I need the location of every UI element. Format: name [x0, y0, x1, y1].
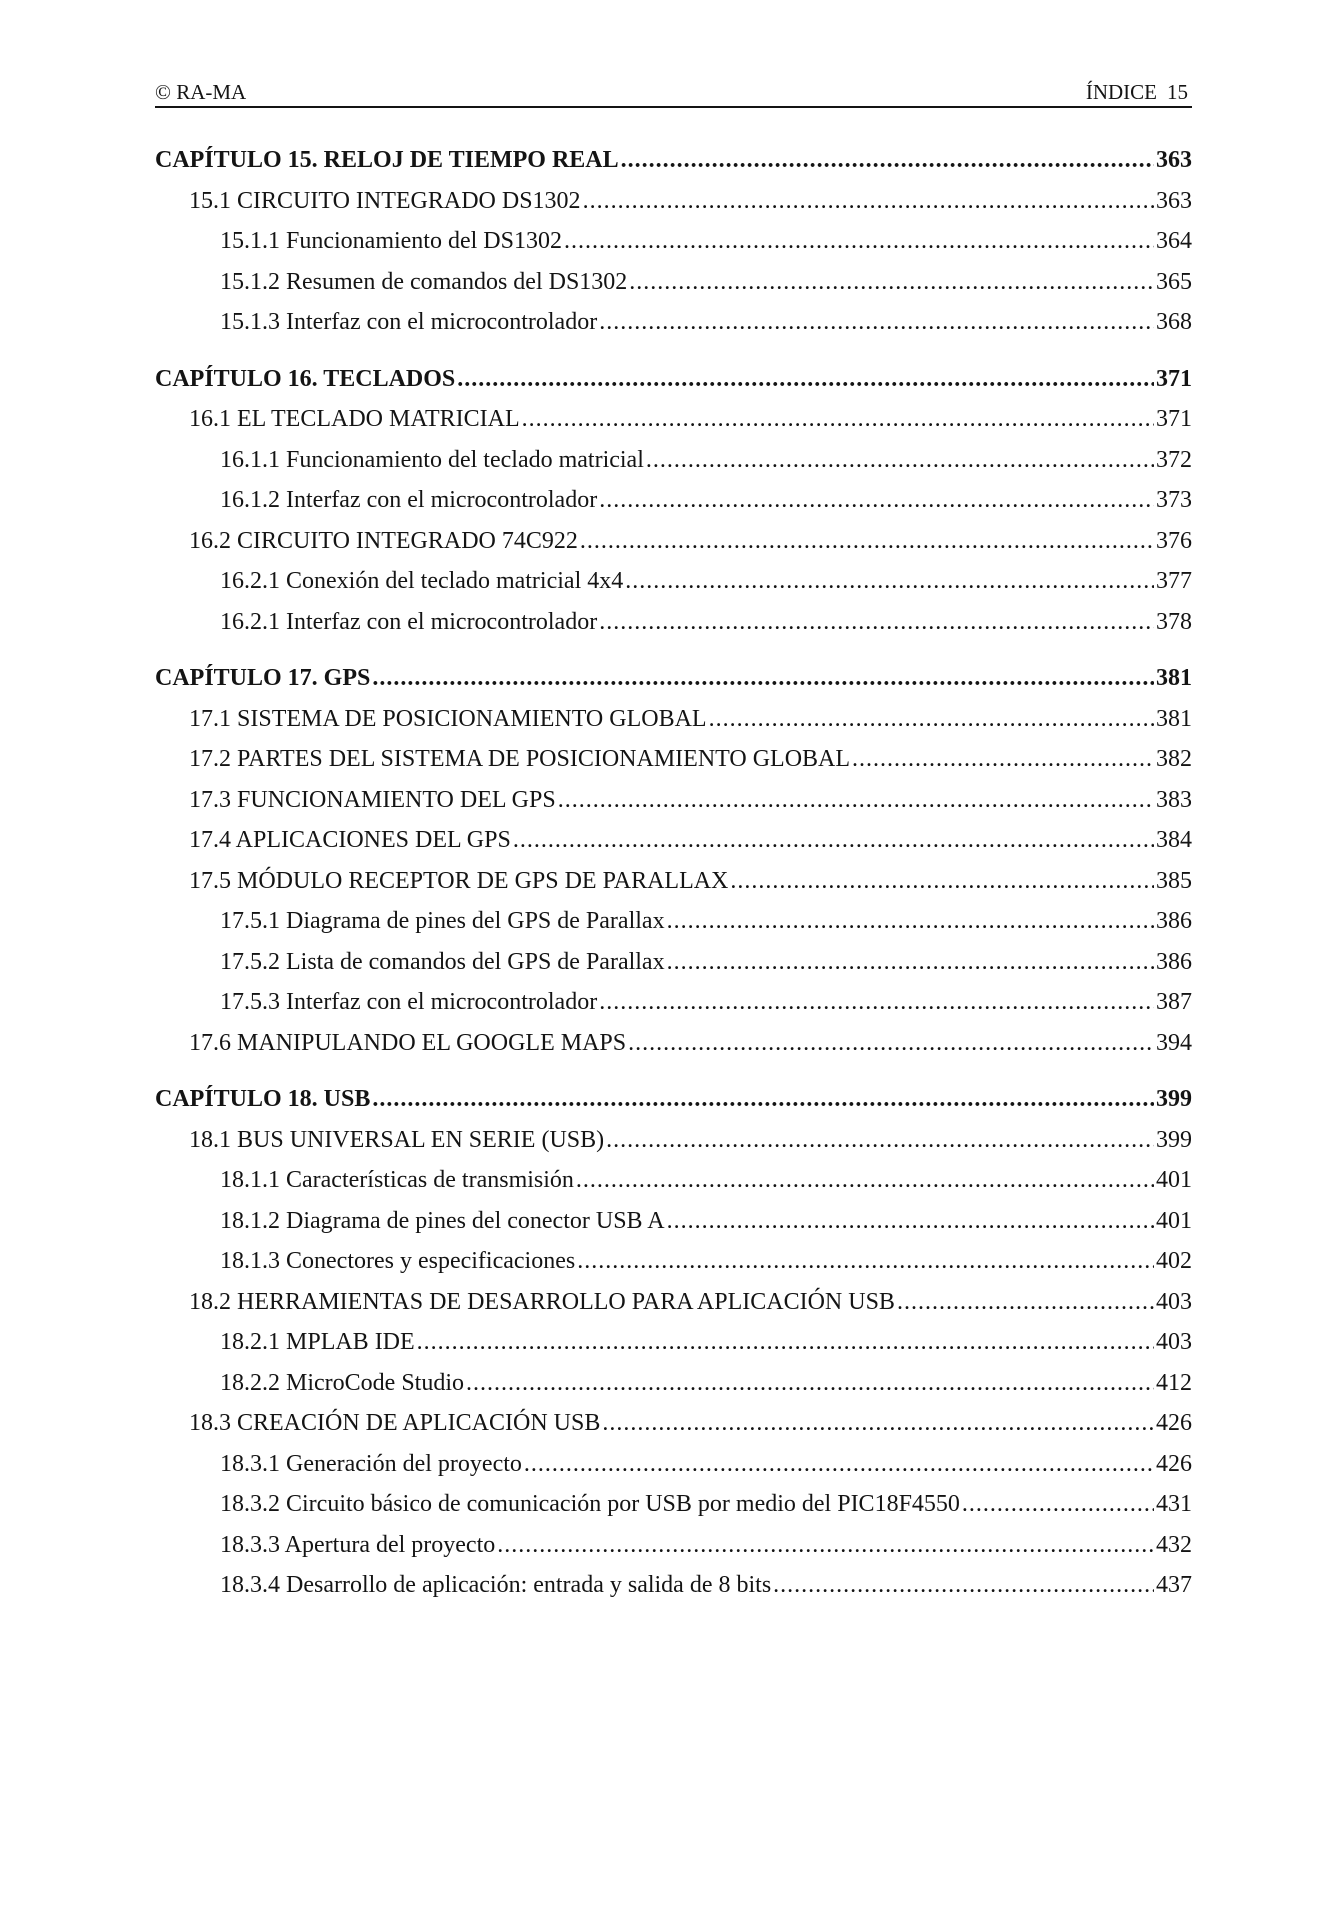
- toc-entry-page: 401: [1156, 1167, 1192, 1193]
- toc-entry-page: 363: [1156, 147, 1192, 173]
- toc-entry-page: 373: [1156, 487, 1192, 513]
- toc-section-entry: [155, 820, 1192, 861]
- toc-entry-page: 378: [1156, 608, 1192, 635]
- toc-entry-page: 412: [1156, 1369, 1192, 1396]
- toc-entry-page: 365: [1156, 268, 1192, 295]
- toc-entry-title: 18.2.2 MicroCode Studio: [220, 1369, 464, 1396]
- toc-entry-title: 18.3.2 Circuito básico de comunicación por USB por medio del PIC18F4550: [220, 1491, 960, 1517]
- dot-leader: [599, 982, 1154, 1023]
- toc-section-entry: [155, 399, 1192, 440]
- toc-entry-page: 399: [1156, 1126, 1192, 1153]
- publisher-mark: © RA-MA: [155, 80, 247, 104]
- toc-chapter-heading: [155, 658, 1192, 699]
- dot-leader: [524, 1444, 1154, 1485]
- dot-leader: [709, 699, 1154, 740]
- dot-leader: [667, 901, 1154, 942]
- toc-entry-title: 18.1.3 Conectores y especificaciones: [220, 1248, 576, 1274]
- toc-entry-page: 381: [1156, 705, 1192, 732]
- toc-entry-page: 426: [1156, 1450, 1192, 1477]
- dot-leader: [372, 658, 1154, 699]
- toc-entry-page: 371: [1156, 406, 1192, 432]
- toc-section-entry: [155, 1023, 1192, 1064]
- toc-entry-title: 16.2.1 Conexión del teclado matricial 4x4: [220, 568, 624, 594]
- toc-section-entry: [155, 1120, 1192, 1161]
- toc-entry-title: 18.3.1 Generación del proyecto: [220, 1450, 522, 1477]
- page-header: [155, 74, 1192, 104]
- dot-leader: [852, 739, 1154, 780]
- toc-chapter: [155, 658, 1192, 1063]
- dot-leader: [599, 602, 1154, 643]
- dot-leader: [580, 521, 1154, 562]
- toc-chapter-heading: [155, 1079, 1192, 1120]
- toc-entry-page: 437: [1156, 1572, 1192, 1598]
- dot-leader: [667, 942, 1154, 983]
- dot-leader: [962, 1484, 1154, 1525]
- toc-entry-title: 17.5.2 Lista de comandos del GPS de Parallax: [220, 948, 665, 975]
- dot-leader: [372, 1079, 1154, 1120]
- dot-leader: [621, 140, 1154, 181]
- toc-entry-title: 17.3 FUNCIONAMIENTO DEL GPS: [189, 786, 556, 813]
- toc-entry-title: 18.3 CREACIÓN DE APLICACIÓN USB: [189, 1410, 601, 1436]
- toc-entry-title: 17.6 MANIPULANDO EL GOOGLE MAPS: [189, 1029, 627, 1056]
- toc-entry-title: CAPÍTULO 16. TECLADOS: [155, 365, 456, 392]
- dot-leader: [576, 1160, 1154, 1201]
- toc-entry-page: 364: [1156, 228, 1192, 254]
- dot-leader: [667, 1201, 1154, 1242]
- toc-section-entry: [155, 1282, 1192, 1323]
- toc-entry-title: 15.1.1 Funcionamiento del DS1302: [220, 228, 562, 254]
- toc-chapter: [155, 140, 1192, 343]
- toc-entry-page: 386: [1156, 948, 1192, 975]
- toc-subsection-entry: [155, 1160, 1192, 1201]
- toc-entry-page: 384: [1156, 827, 1192, 853]
- dot-leader: [897, 1282, 1154, 1323]
- toc-chapter-heading: [155, 140, 1192, 181]
- toc-entry-title: 18.1.2 Diagrama de pines del conector USB A: [220, 1207, 665, 1234]
- toc-subsection-entry: [155, 302, 1192, 343]
- toc-entry-page: 382: [1156, 746, 1192, 772]
- toc-subsection-entry: [155, 480, 1192, 521]
- running-head-label: ÍNDICE: [1085, 80, 1157, 104]
- dot-leader: [628, 1023, 1154, 1064]
- dot-leader: [629, 262, 1154, 303]
- toc-entry-title: CAPÍTULO 15. RELOJ DE TIEMPO REAL: [155, 147, 619, 173]
- toc-entry-page: 403: [1156, 1329, 1192, 1355]
- toc-entry-title: 16.1 EL TECLADO MATRICIAL: [189, 406, 520, 432]
- dot-leader: [599, 480, 1154, 521]
- table-of-contents: [155, 140, 1192, 1606]
- toc-entry-page: 431: [1156, 1491, 1192, 1517]
- toc-entry-page: 403: [1156, 1288, 1192, 1315]
- toc-subsection-entry: [155, 1201, 1192, 1242]
- toc-entry-title: 17.5.1 Diagrama de pines del GPS de Parallax: [220, 908, 665, 934]
- toc-entry-title: 17.5 MÓDULO RECEPTOR DE GPS DE PARALLAX: [189, 867, 729, 894]
- dot-leader: [522, 399, 1154, 440]
- toc-entry-title: 18.1 BUS UNIVERSAL EN SERIE (USB): [189, 1126, 605, 1153]
- dot-leader: [558, 780, 1154, 821]
- dot-leader: [466, 1363, 1154, 1404]
- dot-leader: [457, 359, 1154, 400]
- dot-leader: [602, 1403, 1154, 1444]
- toc-subsection-entry: [155, 561, 1192, 602]
- toc-entry-page: 385: [1156, 867, 1192, 894]
- toc-section-entry: [155, 780, 1192, 821]
- toc-entry-title: 16.1.1 Funcionamiento del teclado matricial: [220, 446, 644, 473]
- toc-subsection-entry: [155, 1444, 1192, 1485]
- toc-entry-page: 426: [1156, 1410, 1192, 1436]
- dot-leader: [513, 820, 1154, 861]
- toc-subsection-entry: [155, 440, 1192, 481]
- toc-entry-page: 381: [1156, 665, 1192, 691]
- header-rule: [155, 106, 1192, 108]
- toc-subsection-entry: [155, 221, 1192, 262]
- toc-entry-page: 377: [1156, 568, 1192, 594]
- running-head: [1086, 80, 1188, 105]
- dot-leader: [599, 302, 1154, 343]
- toc-chapter: [155, 1079, 1192, 1606]
- toc-chapter-heading: [155, 359, 1192, 400]
- toc-subsection-entry: [155, 262, 1192, 303]
- toc-entry-title: 17.5.3 Interfaz con el microcontrolador: [220, 989, 598, 1015]
- toc-entry-page: 399: [1156, 1086, 1192, 1112]
- dot-leader: [577, 1241, 1154, 1282]
- toc-subsection-entry: [155, 1363, 1192, 1404]
- toc-section-entry: [155, 181, 1192, 222]
- dot-leader: [730, 861, 1154, 902]
- dot-leader: [646, 440, 1154, 481]
- page-number: 15: [1167, 80, 1188, 104]
- toc-subsection-entry: [155, 1565, 1192, 1606]
- dot-leader: [497, 1525, 1154, 1566]
- toc-subsection-entry: [155, 1525, 1192, 1566]
- toc-entry-title: 17.2 PARTES DEL SISTEMA DE POSICIONAMIENTO GLOBAL: [189, 746, 851, 772]
- dot-leader: [625, 561, 1154, 602]
- toc-entry-title: 15.1 CIRCUITO INTEGRADO DS1302: [189, 187, 581, 214]
- toc-entry-page: 371: [1156, 365, 1192, 392]
- toc-section-entry: [155, 521, 1192, 562]
- dot-leader: [773, 1565, 1154, 1606]
- toc-entry-page: 401: [1156, 1207, 1192, 1234]
- toc-entry-title: 16.2.1 Interfaz con el microcontrolador: [220, 608, 598, 635]
- toc-entry-page: 363: [1156, 187, 1192, 214]
- toc-section-entry: [155, 699, 1192, 740]
- toc-entry-title: 17.1 SISTEMA DE POSICIONAMIENTO GLOBAL: [189, 705, 707, 732]
- toc-section-entry: [155, 1403, 1192, 1444]
- toc-entry-title: 18.3.4 Desarrollo de aplicación: entrada y salida de 8 bits: [220, 1572, 772, 1598]
- toc-entry-title: 18.2.1 MPLAB IDE: [220, 1329, 415, 1355]
- toc-entry-title: 17.4 APLICACIONES DEL GPS: [189, 827, 511, 853]
- toc-section-entry: [155, 861, 1192, 902]
- dot-leader: [417, 1322, 1154, 1363]
- toc-entry-title: 18.3.3 Apertura del proyecto: [220, 1531, 496, 1558]
- toc-entry-title: 18.1.1 Características de transmisión: [220, 1167, 574, 1193]
- dot-leader: [583, 181, 1154, 222]
- toc-entry-page: 372: [1156, 446, 1192, 473]
- toc-entry-title: 16.1.2 Interfaz con el microcontrolador: [220, 487, 598, 513]
- dot-leader: [564, 221, 1154, 262]
- toc-subsection-entry: [155, 901, 1192, 942]
- toc-entry-title: 15.1.2 Resumen de comandos del DS1302: [220, 268, 628, 295]
- toc-entry-title: 15.1.3 Interfaz con el microcontrolador: [220, 309, 598, 335]
- toc-entry-page: 387: [1156, 989, 1192, 1015]
- toc-entry-title: CAPÍTULO 17. GPS: [155, 665, 371, 691]
- toc-entry-page: 376: [1156, 527, 1192, 554]
- toc-subsection-entry: [155, 602, 1192, 643]
- toc-entry-title: CAPÍTULO 18. USB: [155, 1086, 371, 1112]
- dot-leader: [606, 1120, 1154, 1161]
- toc-entry-page: 432: [1156, 1531, 1192, 1558]
- toc-subsection-entry: [155, 1322, 1192, 1363]
- toc-entry-page: 383: [1156, 786, 1192, 813]
- toc-entry-page: 402: [1156, 1248, 1192, 1274]
- toc-section-entry: [155, 739, 1192, 780]
- toc-entry-page: 368: [1156, 309, 1192, 335]
- toc-entry-page: 386: [1156, 908, 1192, 934]
- toc-chapter: [155, 359, 1192, 643]
- toc-subsection-entry: [155, 1484, 1192, 1525]
- toc-subsection-entry: [155, 942, 1192, 983]
- toc-subsection-entry: [155, 982, 1192, 1023]
- toc-subsection-entry: [155, 1241, 1192, 1282]
- toc-entry-page: 394: [1156, 1029, 1192, 1056]
- toc-entry-title: 18.2 HERRAMIENTAS DE DESARROLLO PARA APLICACIÓN USB: [189, 1288, 895, 1315]
- toc-entry-title: 16.2 CIRCUITO INTEGRADO 74C922: [189, 527, 578, 554]
